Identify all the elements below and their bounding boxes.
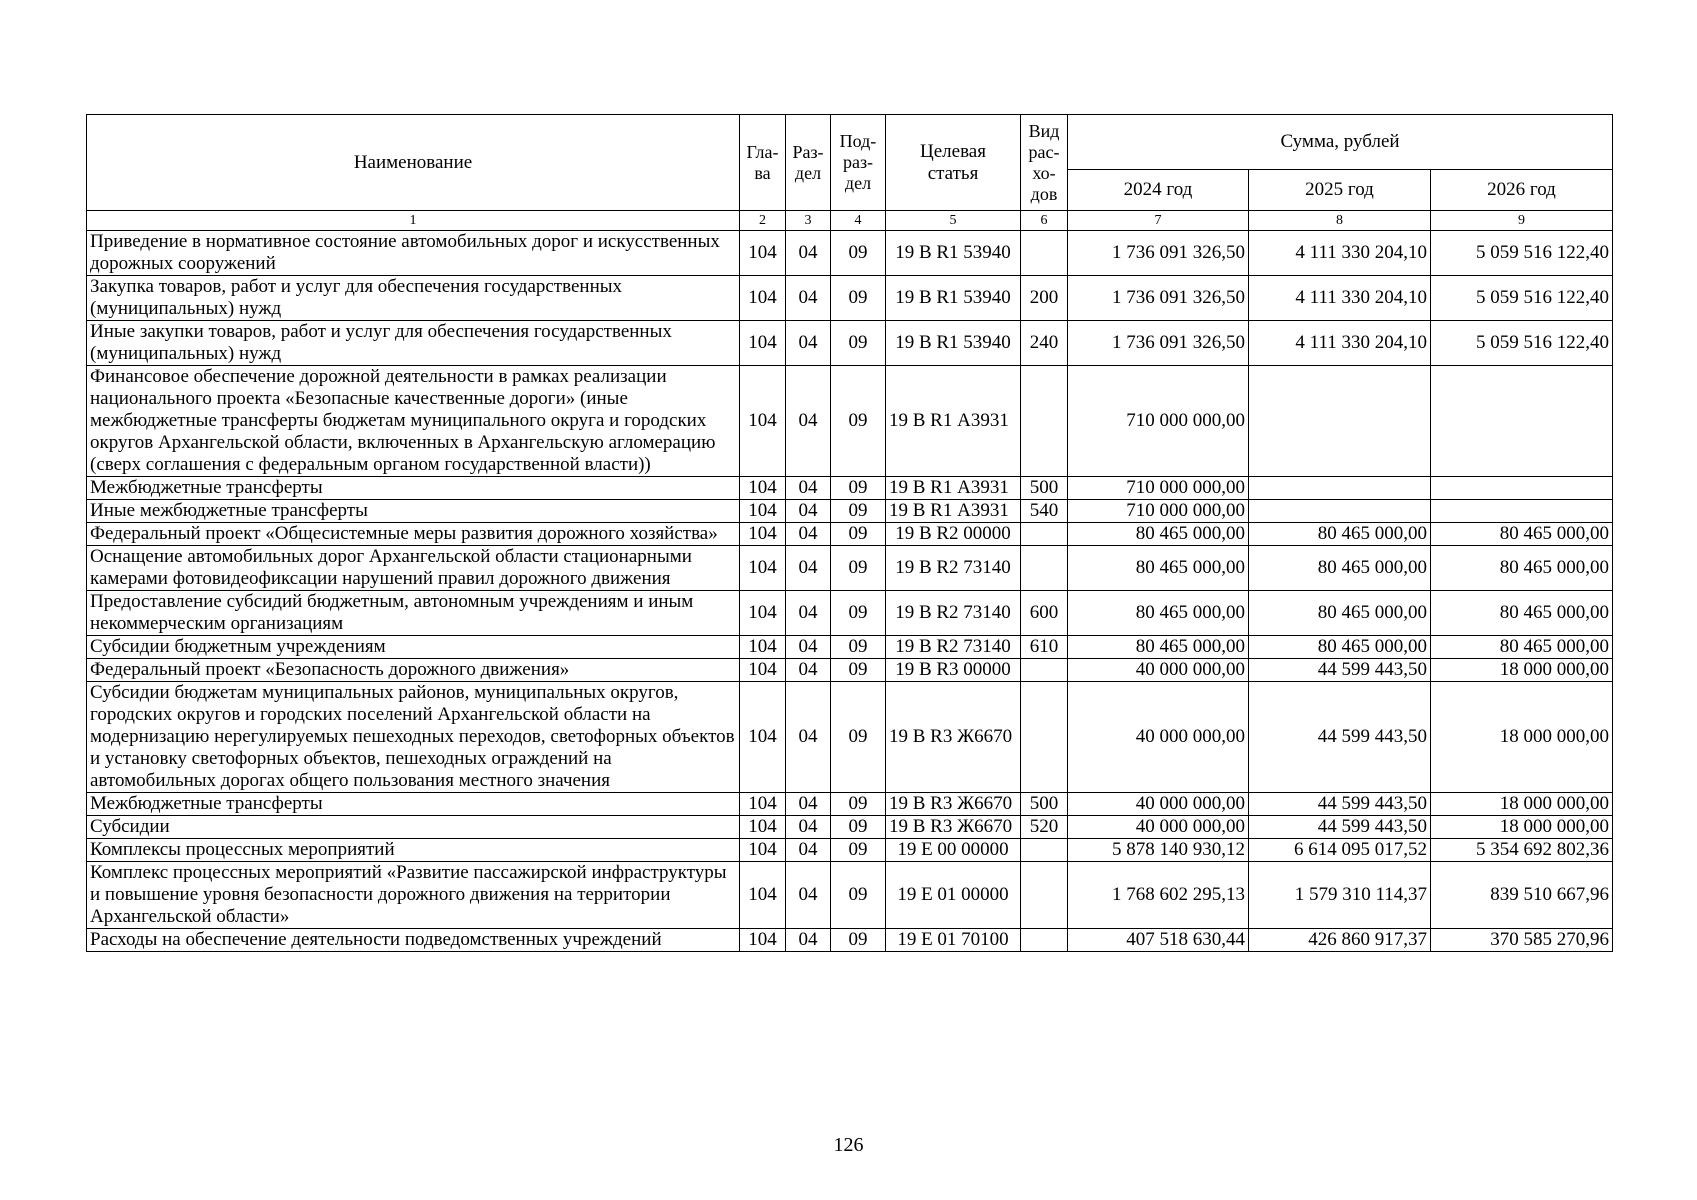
row-name: Федеральный проект «Общесистемные меры развития дорожного хозяйства» [87, 523, 740, 546]
row-sum-2024: 80 465 000,00 [1068, 636, 1249, 659]
row-name: Межбюджетные трансферты [87, 477, 740, 500]
row-podrazdel: 09 [831, 523, 886, 546]
row-podrazdel: 09 [831, 816, 886, 839]
header-year-2024: 2024 год [1068, 170, 1249, 211]
table-row [87, 929, 1613, 952]
row-sum-2026: 18 000 000,00 [1431, 793, 1613, 816]
row-razdel: 04 [786, 682, 831, 793]
table-row [87, 276, 1613, 321]
row-razdel: 04 [786, 366, 831, 477]
row-name: Федеральный проект «Безопасность дорожного движения» [87, 659, 740, 682]
row-razdel: 04 [786, 231, 831, 276]
row-target-article: 19 В R2 73140 [886, 636, 1021, 659]
row-target-article: 19 В R1 А3931 [886, 366, 1021, 477]
row-name: Оснащение автомобильных дорог Архангельской области стационарными камерами фотовидеофиксации нарушений правил дорожного движения [87, 546, 740, 591]
row-podrazdel: 09 [831, 793, 886, 816]
row-podrazdel: 09 [831, 321, 886, 366]
table-row [87, 816, 1613, 839]
row-sum-2024: 1 736 091 326,50 [1068, 276, 1249, 321]
table-row [87, 659, 1613, 682]
row-sum-2026: 5 059 516 122,40 [1431, 231, 1613, 276]
row-razdel: 04 [786, 546, 831, 591]
table-row [87, 477, 1613, 500]
row-sum-2026: 5 059 516 122,40 [1431, 321, 1613, 366]
table-row [87, 523, 1613, 546]
column-number: 2 [740, 211, 786, 231]
row-target-article: 19 В R3 Ж6670 [886, 682, 1021, 793]
column-number: 1 [87, 211, 740, 231]
row-expense-type [1021, 839, 1068, 862]
row-sum-2025: 1 579 310 114,37 [1249, 862, 1431, 929]
budget-table [86, 114, 1613, 952]
row-sum-2025: 80 465 000,00 [1249, 591, 1431, 636]
row-glava: 104 [740, 682, 786, 793]
row-sum-2024: 710 000 000,00 [1068, 366, 1249, 477]
row-glava: 104 [740, 659, 786, 682]
row-target-article: 19 Е 01 00000 [886, 862, 1021, 929]
header-podrazdel: Под- раз- дел [831, 115, 886, 211]
table-header [87, 115, 1613, 211]
row-glava: 104 [740, 276, 786, 321]
row-target-article: 19 В R3 Ж6670 [886, 793, 1021, 816]
row-target-article: 19 В R1 53940 [886, 231, 1021, 276]
row-name: Субсидии [87, 816, 740, 839]
row-sum-2025: 4 111 330 204,10 [1249, 321, 1431, 366]
row-podrazdel: 09 [831, 366, 886, 477]
table-row [87, 500, 1613, 523]
row-sum-2026: 5 059 516 122,40 [1431, 276, 1613, 321]
row-expense-type [1021, 929, 1068, 952]
column-number-row [87, 211, 1613, 231]
row-sum-2024: 1 736 091 326,50 [1068, 321, 1249, 366]
row-podrazdel: 09 [831, 546, 886, 591]
row-sum-2026 [1431, 477, 1613, 500]
row-expense-type [1021, 682, 1068, 793]
row-sum-2026 [1431, 366, 1613, 477]
row-expense-type [1021, 862, 1068, 929]
row-sum-2024: 1 768 602 295,13 [1068, 862, 1249, 929]
row-podrazdel: 09 [831, 276, 886, 321]
row-name: Иные закупки товаров, работ и услуг для обеспечения государственных (муниципальных) нужд [87, 321, 740, 366]
header-razdel: Раз- дел [786, 115, 831, 211]
table-row [87, 546, 1613, 591]
row-name: Закупка товаров, работ и услуг для обеспечения государственных (муниципальных) нужд [87, 276, 740, 321]
row-razdel: 04 [786, 321, 831, 366]
row-sum-2025 [1249, 500, 1431, 523]
row-sum-2026: 80 465 000,00 [1431, 636, 1613, 659]
row-target-article: 19 В R1 А3931 [886, 477, 1021, 500]
row-expense-type: 500 [1021, 793, 1068, 816]
row-sum-2026: 80 465 000,00 [1431, 523, 1613, 546]
row-podrazdel: 09 [831, 231, 886, 276]
row-sum-2025: 4 111 330 204,10 [1249, 231, 1431, 276]
row-expense-type [1021, 546, 1068, 591]
row-glava: 104 [740, 231, 786, 276]
row-razdel: 04 [786, 477, 831, 500]
column-number: 9 [1431, 211, 1613, 231]
table-row [87, 793, 1613, 816]
row-expense-type: 200 [1021, 276, 1068, 321]
header-expense-type: Вид рас- хо- дов [1021, 115, 1068, 211]
row-expense-type [1021, 366, 1068, 477]
row-glava: 104 [740, 477, 786, 500]
row-sum-2026: 839 510 667,96 [1431, 862, 1613, 929]
header-glava: Гла- ва [740, 115, 786, 211]
row-name: Межбюджетные трансферты [87, 793, 740, 816]
row-glava: 104 [740, 591, 786, 636]
table-row [87, 839, 1613, 862]
row-razdel: 04 [786, 276, 831, 321]
column-number: 4 [831, 211, 886, 231]
table-row [87, 366, 1613, 477]
row-target-article: 19 Е 01 70100 [886, 929, 1021, 952]
row-sum-2024: 5 878 140 930,12 [1068, 839, 1249, 862]
row-podrazdel: 09 [831, 477, 886, 500]
header-target-article: Целевая статья [886, 115, 1021, 211]
column-number: 6 [1021, 211, 1068, 231]
row-name: Иные межбюджетные трансферты [87, 500, 740, 523]
column-number: 3 [786, 211, 831, 231]
row-sum-2026 [1431, 500, 1613, 523]
row-razdel: 04 [786, 929, 831, 952]
row-sum-2024: 407 518 630,44 [1068, 929, 1249, 952]
row-sum-2024: 80 465 000,00 [1068, 591, 1249, 636]
row-podrazdel: 09 [831, 636, 886, 659]
row-target-article: 19 В R1 53940 [886, 321, 1021, 366]
row-glava: 104 [740, 862, 786, 929]
row-sum-2025 [1249, 366, 1431, 477]
row-razdel: 04 [786, 591, 831, 636]
row-glava: 104 [740, 636, 786, 659]
row-glava: 104 [740, 793, 786, 816]
row-razdel: 04 [786, 659, 831, 682]
row-razdel: 04 [786, 862, 831, 929]
row-expense-type [1021, 523, 1068, 546]
row-podrazdel: 09 [831, 682, 886, 793]
row-target-article: 19 В R2 00000 [886, 523, 1021, 546]
row-sum-2025: 44 599 443,50 [1249, 793, 1431, 816]
row-name: Предоставление субсидий бюджетным, автономным учреждениям и иным некоммерческим организациям [87, 591, 740, 636]
row-expense-type: 520 [1021, 816, 1068, 839]
row-sum-2024: 40 000 000,00 [1068, 659, 1249, 682]
table-row [87, 231, 1613, 276]
row-expense-type: 500 [1021, 477, 1068, 500]
row-sum-2026: 80 465 000,00 [1431, 591, 1613, 636]
row-razdel: 04 [786, 839, 831, 862]
row-expense-type: 600 [1021, 591, 1068, 636]
row-expense-type [1021, 659, 1068, 682]
row-podrazdel: 09 [831, 862, 886, 929]
row-name: Расходы на обеспечение деятельности подведомственных учреждений [87, 929, 740, 952]
row-podrazdel: 09 [831, 929, 886, 952]
row-sum-2024: 40 000 000,00 [1068, 793, 1249, 816]
row-sum-2026: 370 585 270,96 [1431, 929, 1613, 952]
row-podrazdel: 09 [831, 591, 886, 636]
row-sum-2025 [1249, 477, 1431, 500]
row-sum-2025: 80 465 000,00 [1249, 523, 1431, 546]
row-glava: 104 [740, 839, 786, 862]
row-sum-2024: 80 465 000,00 [1068, 523, 1249, 546]
row-name: Комплекс процессных мероприятий «Развитие пассажирской инфраструктуры и повышение уровня безопасности дорожного движения на территории Архангельской области» [87, 862, 740, 929]
row-razdel: 04 [786, 636, 831, 659]
row-glava: 104 [740, 816, 786, 839]
row-sum-2025: 4 111 330 204,10 [1249, 276, 1431, 321]
row-sum-2024: 710 000 000,00 [1068, 477, 1249, 500]
row-sum-2025: 426 860 917,37 [1249, 929, 1431, 952]
row-sum-2025: 80 465 000,00 [1249, 546, 1431, 591]
table-row [87, 636, 1613, 659]
row-sum-2025: 44 599 443,50 [1249, 659, 1431, 682]
row-sum-2024: 40 000 000,00 [1068, 816, 1249, 839]
row-name: Субсидии бюджетным учреждениям [87, 636, 740, 659]
row-razdel: 04 [786, 500, 831, 523]
row-sum-2024: 1 736 091 326,50 [1068, 231, 1249, 276]
row-name: Субсидии бюджетам муниципальных районов, муниципальных округов, городских округов и городских поселений Архангельской области на модернизацию нерегулируемых пешеходных переходов, светофорных объектов и установку светофорных объектов, пешеходных ограждений на автомобильных дорогах общего пользования местного значения [87, 682, 740, 793]
header-name: Наименование [87, 115, 740, 211]
column-number: 5 [886, 211, 1021, 231]
column-number: 7 [1068, 211, 1249, 231]
row-glava: 104 [740, 500, 786, 523]
row-target-article: 19 В R1 А3931 [886, 500, 1021, 523]
row-podrazdel: 09 [831, 500, 886, 523]
row-sum-2025: 44 599 443,50 [1249, 816, 1431, 839]
row-sum-2025: 80 465 000,00 [1249, 636, 1431, 659]
row-target-article: 19 Е 00 00000 [886, 839, 1021, 862]
row-razdel: 04 [786, 523, 831, 546]
row-sum-2026: 18 000 000,00 [1431, 816, 1613, 839]
row-name: Приведение в нормативное состояние автомобильных дорог и искусственных дорожных сооружений [87, 231, 740, 276]
row-razdel: 04 [786, 793, 831, 816]
row-name: Финансовое обеспечение дорожной деятельности в рамках реализации национального проекта «Безопасные качественные дороги» (иные межбюджетные трансферты бюджетам муниципального округа и городских округов Архангельской области, включенных в Архангельскую агломерацию (сверх соглашения с федеральным органом государственной власти)) [87, 366, 740, 477]
table-body [87, 211, 1613, 952]
row-expense-type: 240 [1021, 321, 1068, 366]
header-year-2025: 2025 год [1249, 170, 1431, 211]
row-sum-2025: 44 599 443,50 [1249, 682, 1431, 793]
row-target-article: 19 В R3 Ж6670 [886, 816, 1021, 839]
row-sum-2026: 80 465 000,00 [1431, 546, 1613, 591]
row-target-article: 19 В R1 53940 [886, 276, 1021, 321]
table-row [87, 682, 1613, 793]
row-glava: 104 [740, 523, 786, 546]
row-sum-2024: 80 465 000,00 [1068, 546, 1249, 591]
table-row [87, 321, 1613, 366]
row-glava: 104 [740, 366, 786, 477]
row-sum-2024: 710 000 000,00 [1068, 500, 1249, 523]
table-row [87, 591, 1613, 636]
header-year-2026: 2026 год [1431, 170, 1613, 211]
page-number: 126 [833, 1134, 864, 1156]
row-expense-type: 610 [1021, 636, 1068, 659]
row-glava: 104 [740, 321, 786, 366]
row-sum-2025: 6 614 095 017,52 [1249, 839, 1431, 862]
table-row [87, 862, 1613, 929]
row-sum-2024: 40 000 000,00 [1068, 682, 1249, 793]
row-glava: 104 [740, 546, 786, 591]
row-expense-type: 540 [1021, 500, 1068, 523]
row-expense-type [1021, 231, 1068, 276]
column-number: 8 [1249, 211, 1431, 231]
row-podrazdel: 09 [831, 839, 886, 862]
row-target-article: 19 В R2 73140 [886, 546, 1021, 591]
row-podrazdel: 09 [831, 659, 886, 682]
row-name: Комплексы процессных мероприятий [87, 839, 740, 862]
row-glava: 104 [740, 929, 786, 952]
row-razdel: 04 [786, 816, 831, 839]
row-target-article: 19 В R3 00000 [886, 659, 1021, 682]
row-sum-2026: 18 000 000,00 [1431, 682, 1613, 793]
row-sum-2026: 18 000 000,00 [1431, 659, 1613, 682]
header-sum: Сумма, рублей [1068, 115, 1613, 170]
row-target-article: 19 В R2 73140 [886, 591, 1021, 636]
row-sum-2026: 5 354 692 802,36 [1431, 839, 1613, 862]
